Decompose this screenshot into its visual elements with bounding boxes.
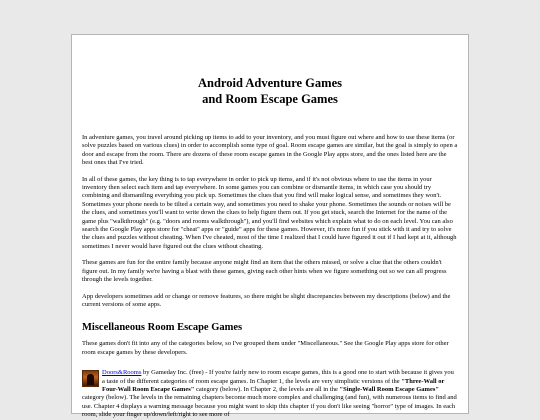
document-page (71, 34, 469, 419)
disclaimer-paragraph: App developers sometimes add or change or remove features, so there might be slight discrepancies between my descriptions (below) and the current versions of some apps. (82, 292, 451, 308)
page-title (82, 75, 458, 107)
section-heading: Miscellaneous Room Escape Games (82, 322, 243, 334)
family-paragraph: These games are fun for the entire family because anyone might find an item that the others missed, or solve a clue that the others couldn't figure out. In my family we're having a blast with these games, giving each other hints when we figure something out so we can all progress through the levels together. (82, 259, 447, 284)
doors-and-rooms-icon[interactable] (82, 370, 99, 387)
game-entry (82, 369, 458, 419)
game-text-c: category (below). The levels in the remaining chapters become much more complex and challenging (and fun), with numerous items to find and use. Chapter 4 displays a warning message because you might want to skip this chapter if you don't like seeing "horror" type of images. In each room, slide your finger up/down/left/right to see more of (82, 394, 457, 419)
game-text-a: by Gameday Inc. (free) - If you're fairly new to room escape games, this is a good one to start with because it gives you a taste of the different categories of room escape games. In Chapter 1, the levels are very simplistic versions of the (102, 369, 454, 385)
category-single-wall: "Single-Wall Room Escape Games" (339, 385, 439, 393)
game-description (82, 369, 458, 419)
tips-paragraph: In all of these games, the key thing is to tap everywhere in order to pick up items, and if it's not obvious where to use the items in your inventory then select each item and tap everywhere. In some games you can combine or dismantle items, in which case you should try combining and dismantling everything you pick up. Sometimes the clues that you find will make logical sense, and sometimes they won't. Sometimes your phone needs to be tilted a certain way, and sometimes you need to shake your phone. Sometimes the sounds or noises will be the clues, and sometimes you'll want to write down the clues to help figure them out. If you get stuck, search the Internet for the name of the game plus "walkthrough" (e.g. "doors and rooms walkthrough"), and you'll find websites which explain what to do on each level. You can also search the Google Play apps store for "cheat" apps or "guide" apps for these games. However, it's more fun if you stick with it and try to solve the clues and puzzles without cheating. When I've cheated, most of the time I realized that I could have figured it out if I had kept at it, although sometimes I never would have figured out the clues without cheating. (82, 175, 457, 250)
page-title-line-2: and Room Escape Games (202, 92, 338, 106)
intro-paragraph: In adventure games, you travel around picking up items to add to your inventory, and you must figure out where and how to use these items (or solve puzzles based on various clues) in order to accomplish some type of goal. Room escape games are similar, but the goal is simply to open a door and escape from the room. There are dozens of these room escape games in the Google Play apps store, and the ones listed here are the best ones that I've tried. (82, 134, 458, 167)
game-link[interactable]: Doors&Rooms (102, 369, 142, 377)
section-intro: These games don't fit into any of the categories below, so I've grouped them under "Miscellaneous." See the Google Play apps store for other room escape games by these developers. (82, 340, 449, 356)
category-three-wall: "Three-Wall or Four-Wall Room Escape Games" (102, 377, 445, 393)
game-text-b: category (below). In Chapter 2, the levels are all in the (194, 385, 340, 393)
page-title-line-1: Android Adventure Games (197, 76, 342, 90)
